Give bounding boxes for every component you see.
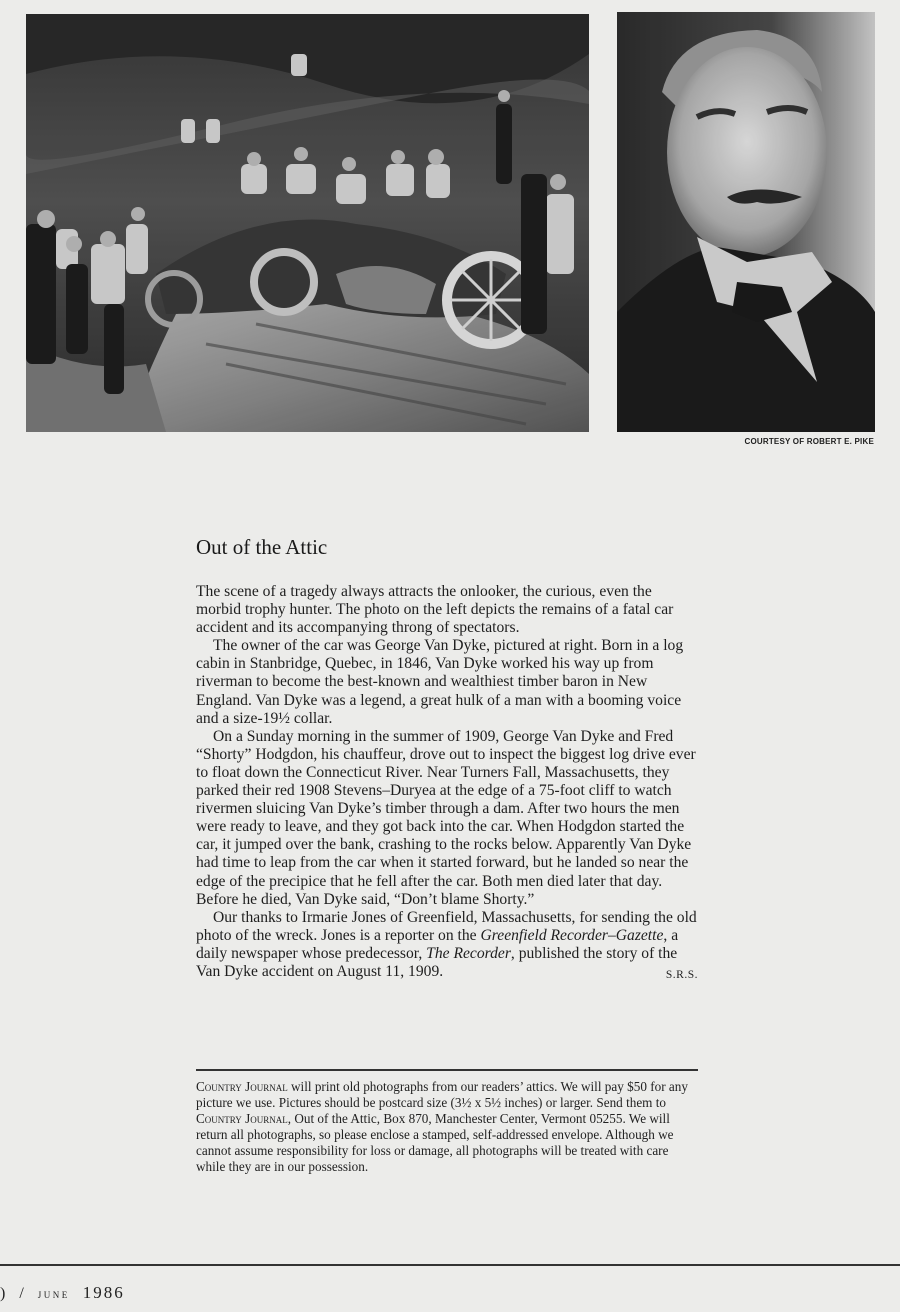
article-paragraph-4 (196, 909, 698, 981)
article-paragraph-2: The owner of the car was George Van Dyke, pictured at right. Born in a log cabin in Stanbridge, Quebec, in 1846, Van Dyke worked his way up from riverman to become the best-known and wealthiest timber baron in New England. Van Dyke was a legend, a great hulk of a man with a booming voice and a size-19½ collar. (196, 637, 684, 727)
submission-notice (196, 1079, 696, 1174)
wreck-photo (26, 14, 589, 432)
magazine-name: Country Journal (196, 1079, 288, 1094)
predecessor-name: The Recorder (426, 944, 511, 962)
folio-separator: / (19, 1285, 25, 1302)
wreck-photo-illustration (26, 14, 589, 432)
folio-month: june (37, 1286, 70, 1301)
folio-year: 1986 (82, 1283, 125, 1302)
magazine-name-2: Country Journal (196, 1110, 288, 1126)
thanks-tail: , published the story of the Van Dyke accident on August 11, 1909. (196, 944, 678, 980)
page-folio (0, 1283, 125, 1303)
article-paragraph-3: On a Sunday morning in the summer of 1909, George Van Dyke and Fred “Shorty” Hodgdon, his chauffeur, drove out to inspect the biggest log drive ever to float down the Connecticut River. Near Turners Fall, Massachusetts, they parked their red 1908 Stevens–Duryea at the edge of a 75-foot cliff to watch rivermen sluicing Van Dyke’s timber through a dam. After two hours the men were ready to leave, and they got back into the car. When Hodgdon started the car, it jumped over the bank, crashing to the rocks below. Apparently Van Dyke had time to leap from the car when it started forward, but he landed so near the edge of the precipice that he fell after the car. Both men died later that day. Before he died, Van Dyke said, “Don’t blame Shorty.” (196, 727, 696, 908)
article-title: Out of the Attic (196, 535, 328, 559)
portrait-photo (617, 12, 875, 432)
page-number-fragment: ) (0, 1285, 7, 1302)
article-body (196, 583, 698, 984)
notice-part-2: , Out of the Attic, Box 870, Manchester Center, Vermont 05255. We will return all photographs, so please enclose a stamped, self-addressed envelope. Although we cannot assume responsibility for loss or damage, all photographs will be treated with care while they are in our possession. (196, 1110, 674, 1174)
thanks-lead: Our thanks to Irmarie Jones of Greenfield, Massachusetts, for sending the old photo of the wreck. Jones is a reporter on the (196, 908, 697, 944)
thanks-middle: , a daily newspaper whose predecessor, (196, 926, 679, 962)
page-footer-rule (0, 1264, 900, 1266)
article-paragraph-1: The scene of a tragedy always attracts the onlooker, the curious, even the morbid trophy hunter. The photo on the left depicts the remains of a fatal car accident and its accompanying throng of spectators. (196, 583, 674, 637)
notice-part-1: will print old photographs from our readers’ attics. We will pay $50 for any picture we use. Pictures should be postcard size (3½ x 5½ inches) or larger. Send them to (196, 1079, 688, 1110)
portrait-illustration (617, 12, 875, 432)
section-divider (196, 1069, 698, 1071)
photo-credit: COURTESY OF ROBERT E. PIKE (744, 437, 874, 446)
author-initials: S.R.S. (665, 968, 698, 981)
newspaper-name: Greenfield Recorder–Gazette (480, 926, 664, 944)
